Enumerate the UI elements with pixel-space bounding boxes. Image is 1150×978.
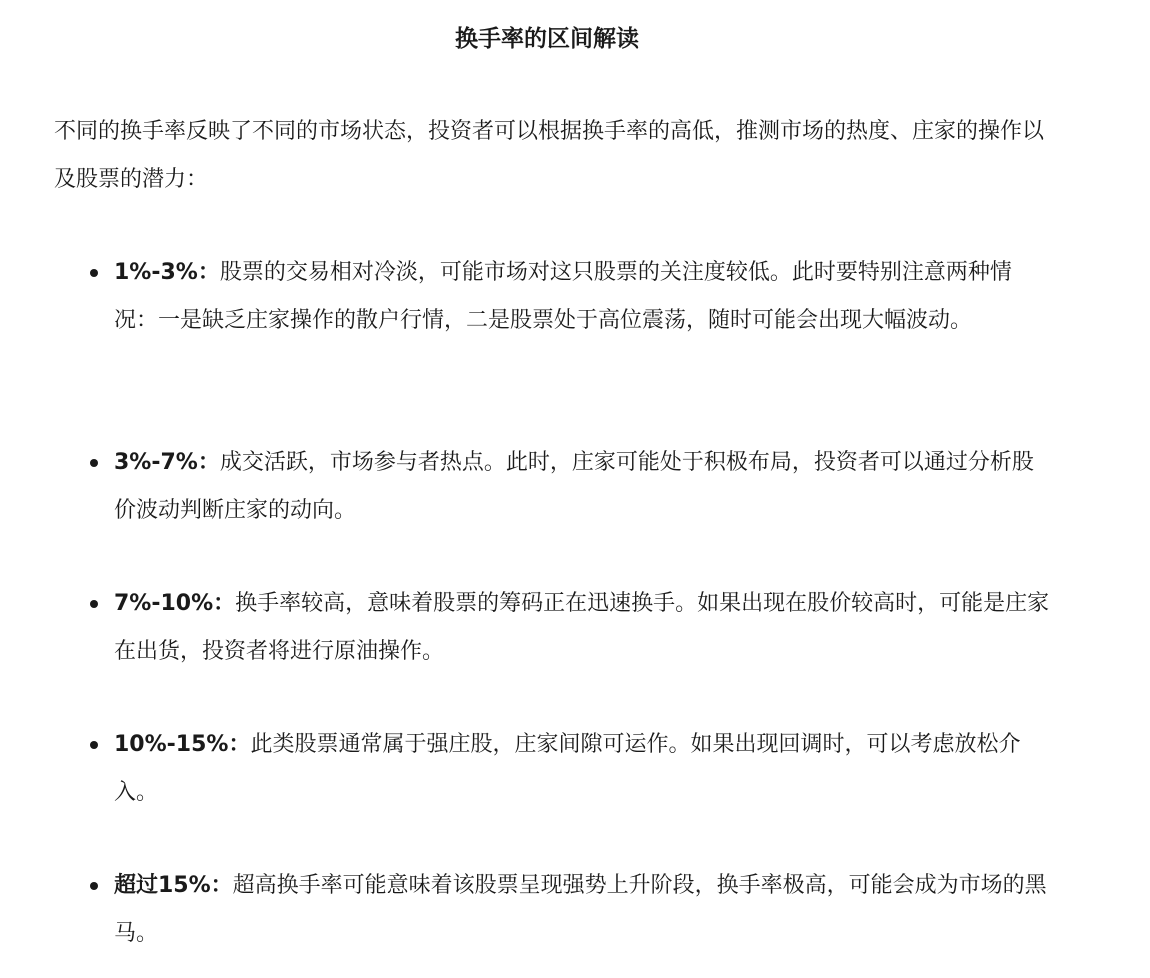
bullet-icon [90, 600, 98, 608]
range-label: 超过15%： [114, 873, 233, 898]
list-item [114, 580, 1054, 676]
page-title: 换手率的区间解读 [455, 26, 639, 52]
range-description: 此类股票通常属于强庄股，庄家间隙可运作。如果出现回调时，可以考虑放松介入。 [114, 732, 1021, 805]
range-label: 3%-7%： [114, 450, 220, 475]
intro-paragraph: 不同的换手率反映了不同的市场状态，投资者可以根据换手率的高低，推测市场的热度、庄家的操作以及股票的潜力： [54, 119, 1045, 192]
range-description: 超高换手率可能意味着该股票呈现强势上升阶段，换手率极高，可能会成为市场的黑马。 [114, 873, 1047, 946]
range-label: 1%-3%： [114, 260, 220, 285]
range-description: 换手率较高，意味着股票的筹码正在迅速换手。如果出现在股价较高时，可能是庄家在出货，投资者将进行原油操作。 [114, 591, 1050, 664]
list-item [114, 721, 1054, 817]
range-label: 10%-15%： [114, 732, 251, 757]
bullet-icon [90, 459, 98, 467]
bullet-icon [90, 269, 98, 277]
list-item [114, 439, 1054, 535]
list-item [114, 862, 1054, 958]
range-description: 成交活跃，市场参与者热点。此时，庄家可能处于积极布局，投资者可以通过分析股价波动判断庄家的动向。 [114, 450, 1034, 523]
range-label: 7%-10%： [114, 591, 236, 616]
bullet-icon [90, 882, 98, 890]
range-description: 股票的交易相对冷淡，可能市场对这只股票的关注度较低。此时要特别注意两种情况：一是缺乏庄家操作的散户行情，二是股票处于高位震荡，随时可能会出现大幅波动。 [114, 260, 1012, 333]
bullet-icon [90, 741, 98, 749]
list-item [114, 249, 1054, 345]
